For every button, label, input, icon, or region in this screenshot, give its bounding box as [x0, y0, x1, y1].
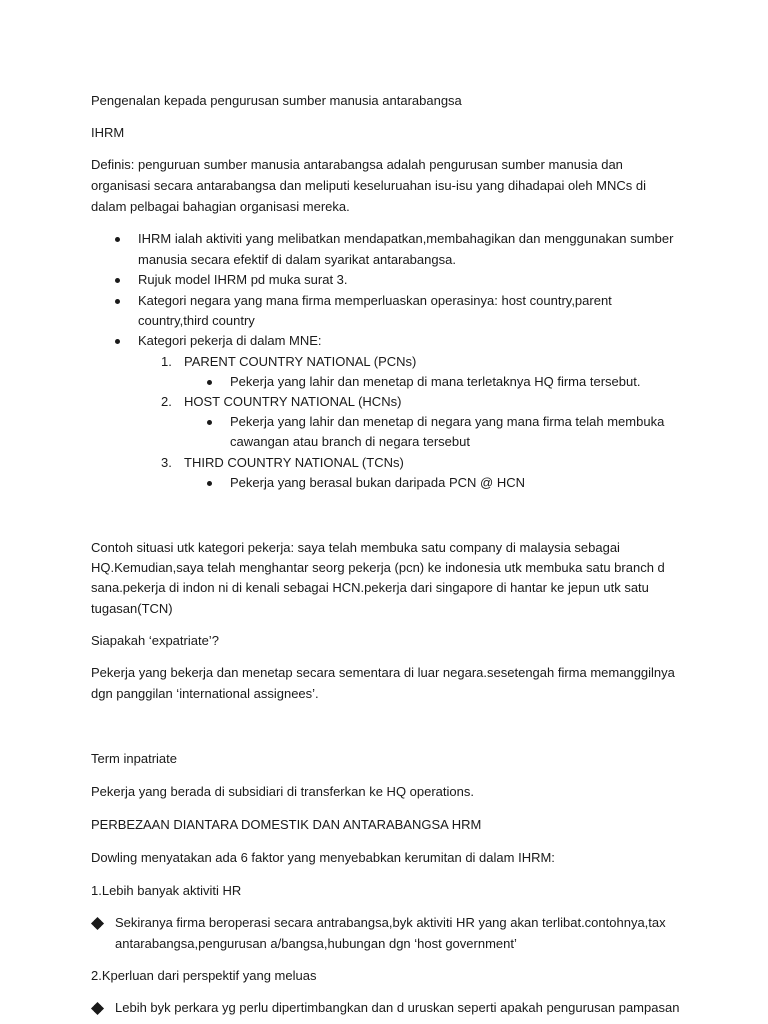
- category-desc-tcn: Pekerja yang berasal bukan daripada PCN @ HCN: [230, 475, 526, 490]
- category-desc-pcn: Pekerja yang lahir dan menetap di mana terletaknya HQ firma tersebut.: [230, 374, 641, 389]
- example-line-2: HQ.Kemudian,saya telah menghantar seorg pekerja (pcn) ke indonesia utk membuka satu branch d: [91, 560, 665, 575]
- bullet-dot-icon: [207, 371, 212, 392]
- bullet-3-line-2: country,third country: [138, 313, 255, 328]
- category-number: 1.: [161, 354, 172, 369]
- bullet-dot-icon: [207, 472, 212, 493]
- bullet-4: Kategori pekerja di dalam MNE:: [138, 333, 322, 348]
- dowling-statement: Dowling menyatakan ada 6 faktor yang menyebabkan kerumitan di dalam IHRM:: [91, 850, 555, 865]
- category-label-tcn: THIRD COUNTRY NATIONAL (TCNs): [184, 455, 404, 470]
- definition-line-3: dalam pelbagai bahagian organisasi mereka.: [91, 199, 350, 214]
- expatriate-answer-line-2: dgn panggilan ‘international assignees’.: [91, 686, 319, 701]
- expatriate-question: Siapakah ‘expatriate’?: [91, 633, 219, 648]
- example-line-4: tugasan(TCN): [91, 601, 173, 616]
- example-line-3: sana.pekerja di indon ni di kenali sebagai HCN.pekerja dari singapore di hantar ke jepun utk satu: [91, 580, 649, 595]
- category-desc-hcn-line-1: Pekerja yang lahir dan menetap di negara yang mana firma telah membuka: [230, 414, 665, 429]
- factor-1-title: 1.Lebih banyak aktiviti HR: [91, 883, 242, 898]
- bullet-1-line-2: manusia secara efektif di dalam syarikat antarabangsa.: [138, 252, 456, 267]
- factor-2-title: 2.Kperluan dari perspektif yang meluas: [91, 968, 317, 983]
- bullet-dot-icon: [115, 290, 120, 311]
- category-desc-hcn-line-2: cawangan atau branch di negara tersebut: [230, 434, 470, 449]
- bullet-dot-icon: [115, 330, 120, 351]
- diamond-bullet-icon: [92, 918, 104, 930]
- bullet-dot-icon: [115, 228, 120, 249]
- category-number: 2.: [161, 394, 172, 409]
- difference-heading: PERBEZAAN DIANTARA DOMESTIK DAN ANTARABANGSA HRM: [91, 817, 482, 832]
- bullet-dot-icon: [207, 411, 212, 432]
- factor-2-desc-line-1: Lebih byk perkara yg perlu dipertimbangkan dan d uruskan seperti apakah pengurusan pampasan: [115, 1000, 680, 1015]
- definition-line-2: organisasi secara antarabangsa dan meliputi keseluruahan isu-isu yang dihadapai oleh MNCs di: [91, 178, 647, 193]
- inpatriate-definition: Pekerja yang berada di subsidiari di transferkan ke HQ operations.: [91, 784, 474, 799]
- factor-1-desc-line-2: antarabangsa,pengurusan a/bangsa,hubungan dgn ‘host government’: [115, 936, 517, 951]
- category-number: 3.: [161, 455, 172, 470]
- bullet-2: Rujuk model IHRM pd muka surat 3.: [138, 272, 348, 287]
- inpatriate-heading: Term inpatriate: [91, 751, 177, 766]
- category-label-hcn: HOST COUNTRY NATIONAL (HCNs): [184, 394, 402, 409]
- bullet-dot-icon: [115, 269, 120, 290]
- bullet-3-line-1: Kategori negara yang mana firma memperluaskan operasinya: host country,parent: [138, 293, 612, 308]
- document-title: Pengenalan kepada pengurusan sumber manusia antarabangsa: [91, 93, 462, 108]
- bullet-1-line-1: IHRM ialah aktiviti yang melibatkan mendapatkan,membahagikan dan menggunakan sumber: [138, 231, 674, 246]
- diamond-bullet-icon: [92, 1003, 104, 1015]
- expatriate-answer-line-1: Pekerja yang bekerja dan menetap secara sementara di luar negara.sesetengah firma memanggilnya: [91, 665, 675, 680]
- example-line-1: Contoh situasi utk kategori pekerja: saya telah membuka satu company di malaysia sebagai: [91, 540, 620, 555]
- category-label-pcn: PARENT COUNTRY NATIONAL (PCNs): [184, 354, 417, 369]
- section-heading-ihrm: IHRM: [91, 125, 125, 140]
- definition-line-1: Definis: penguruan sumber manusia antarabangsa adalah pengurusan sumber manusia dan: [91, 157, 623, 172]
- factor-1-desc-line-1: Sekiranya firma beroperasi secara antrabangsa,byk aktiviti HR yang akan terlibat.contohnya,tax: [115, 915, 666, 930]
